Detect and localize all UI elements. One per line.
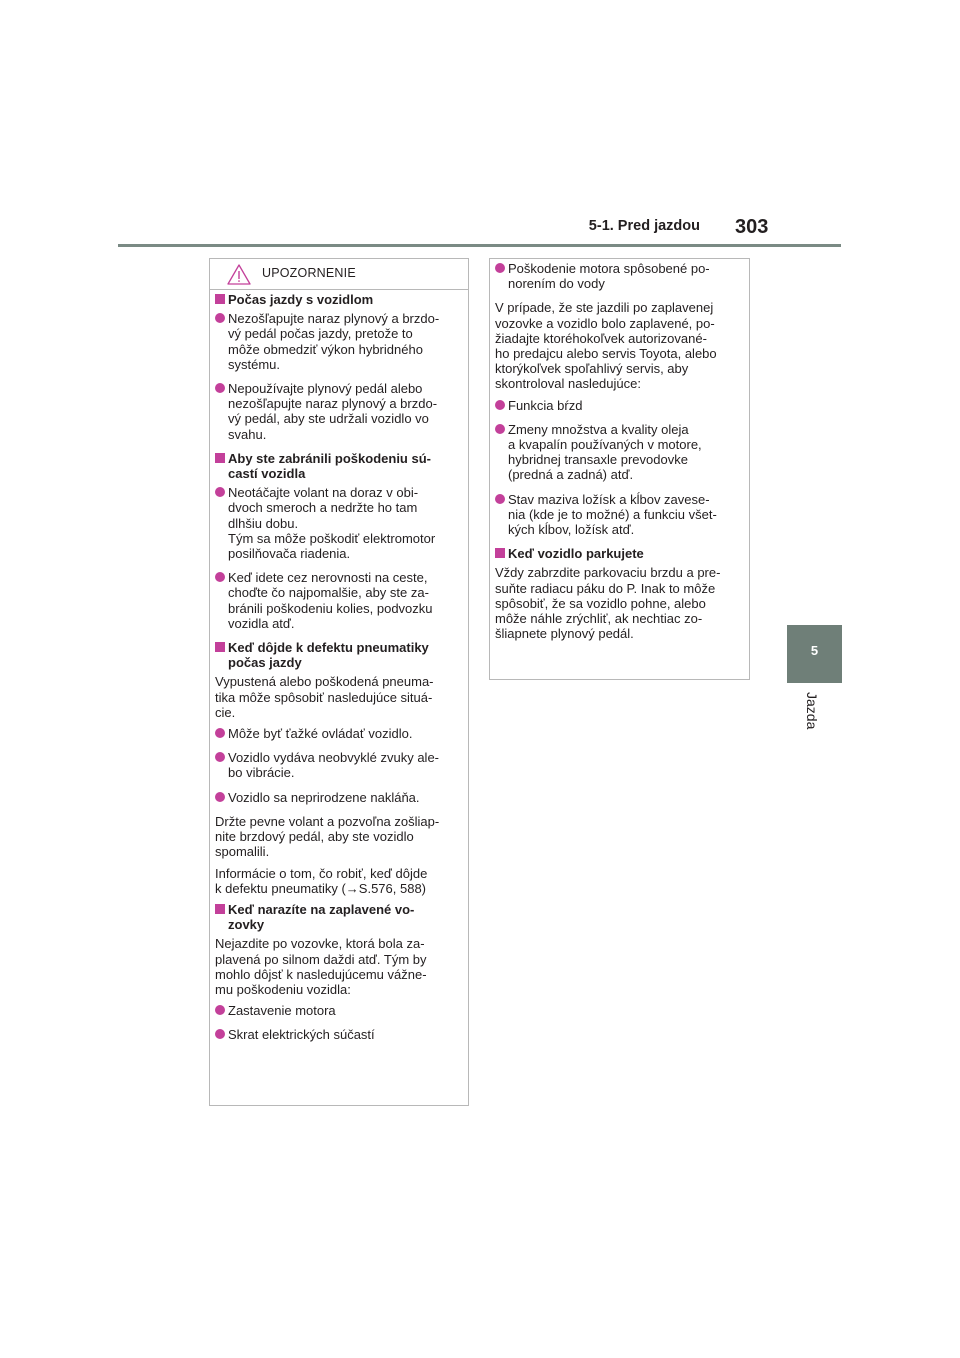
section-heading <box>215 902 465 932</box>
paragraph-text: Informácie o tom, čo robiť, keď dôjde k defektu pneumatiky (→S.576, 588) <box>215 865 428 896</box>
bullet-item <box>215 311 465 372</box>
circle-bullet-icon <box>215 487 225 497</box>
circle-bullet-icon <box>495 400 505 410</box>
circle-bullet-icon <box>495 494 505 504</box>
chapter-tab <box>787 625 842 683</box>
square-bullet-icon <box>215 294 225 304</box>
circle-bullet-icon <box>215 792 225 802</box>
square-bullet-icon <box>215 642 225 652</box>
bullet-text: Nezošľapujte naraz plynový a brzdo- vý pedál počas jazdy, pretože to môže obmedziť výkon hybridného systému. <box>228 311 440 372</box>
warning-triangle-icon <box>227 264 251 285</box>
bullet-text: Vozidlo vydáva neobvyklé zvuky ale- bo vibrácie. <box>228 750 440 781</box>
bullet-item <box>215 726 465 741</box>
section-heading <box>215 292 465 307</box>
bullet-text: Zmeny množstva a kvality oleja a kvapalín používaných v motore, hybridnej transaxle prevodovke (predná a zadná) atď. <box>508 421 702 483</box>
square-bullet-icon <box>495 548 505 558</box>
left-column-content <box>215 292 465 1052</box>
heading-text: Aby ste zabránili poškodeniu sú- castí vozidla <box>228 450 431 482</box>
paragraph <box>495 565 745 641</box>
square-bullet-icon <box>215 453 225 463</box>
heading-text: Keď narazíte na zaplavené vo- zovky <box>228 901 415 933</box>
bullet-item <box>215 790 465 805</box>
paragraph <box>215 866 465 896</box>
section-heading <box>215 640 465 670</box>
heading-text: Počas jazdy s vozidlom <box>228 292 374 307</box>
chapter-number: 5 <box>810 643 819 658</box>
bullet-item <box>495 492 745 538</box>
bullet-item <box>495 261 745 291</box>
bullet-item <box>215 1003 465 1018</box>
paragraph-text: Držte pevne volant a pozvoľna zošliap- nite brzdový pedál, aby ste vozidlo spomalili. <box>215 813 440 860</box>
header-rule <box>118 244 841 247</box>
paragraph-text: Nejazdite po vozovke, ktorá bola za- plavená po silnom daždi atď. Tým by mohlo dôjsť k nasledujúcemu vážne- mu poškodeniu vozidla: <box>215 936 427 997</box>
bullet-item <box>215 1027 465 1042</box>
bullet-item <box>495 422 745 483</box>
paragraph <box>215 814 465 860</box>
bullet-text: Skrat elektrických súčastí <box>228 1027 375 1043</box>
paragraph-text: Vždy zabrzdite parkovaciu brzdu a pre- suňte radiacu páku do P. Inak to môže spôsobiť, že sa vozidlo pohne, alebo môže náhle zrýchliť, ak nechtiac zo- šliapnete plynový pedál. <box>495 565 721 642</box>
section-heading <box>495 546 745 561</box>
bullet-text: Nepoužívajte plynový pedál alebo nezošľapujte naraz plynový a brzdo- vý pedál, aby ste udržali vozidlo vo svahu. <box>228 381 438 442</box>
square-bullet-icon <box>215 904 225 914</box>
circle-bullet-icon <box>215 752 225 762</box>
paragraph <box>215 936 465 997</box>
circle-bullet-icon <box>215 728 225 738</box>
bullet-text: Poškodenie motora spôsobené po- norením do vody <box>508 261 710 292</box>
page-number: 303 <box>735 216 769 238</box>
bullet-item <box>215 750 465 780</box>
warning-box-left <box>209 258 469 1106</box>
circle-bullet-icon <box>215 383 225 393</box>
warning-box-title <box>210 259 468 289</box>
heading-text: Keď dôjde k defektu pneumatiky počas jazdy <box>228 640 429 671</box>
bullet-text: Keď idete cez nerovnosti na ceste, choďte čo najpomalšie, aby ste za- bránili poškodeniu kolies, podvozku vozidla atď. <box>228 570 433 631</box>
bullet-item <box>215 570 465 631</box>
bullet-text: Stav maziva ložísk a kĺbov zavese- nia (kde je to možné) a funkciu všet- kých kĺbov, ložísk atď. <box>508 491 717 538</box>
title-divider <box>210 289 468 290</box>
bullet-text: Vozidlo sa neprirodzene nakláňa. <box>228 789 420 805</box>
circle-bullet-icon <box>215 313 225 323</box>
circle-bullet-icon <box>215 1005 225 1015</box>
circle-bullet-icon <box>495 424 505 434</box>
heading-text: Keď vozidlo parkujete <box>508 546 644 562</box>
bullet-text: Funkcia bŕzd <box>508 397 583 413</box>
paragraph <box>495 300 745 391</box>
section-title: 5-1. Pred jazdou <box>588 218 700 234</box>
warning-label: UPOZORNENIE <box>262 266 356 280</box>
circle-bullet-icon <box>495 263 505 273</box>
right-column-content <box>495 261 745 647</box>
bullet-item <box>495 398 745 413</box>
circle-bullet-icon <box>215 572 225 582</box>
bullet-text: Môže byť ťažké ovládať vozidlo. <box>228 726 413 742</box>
paragraph-text: Vypustená alebo poškodená pneuma- tika môže spôsobiť nasledujúce situá- cie. <box>215 674 434 720</box>
chapter-label: Jazda <box>804 692 820 730</box>
paragraph-text: V prípade, že ste jazdili po zaplavenej vozovke a vozidlo bolo zaplavené, po- žiadajte ktoréhokoľvek autorizované- ho predajcu alebo servis Toyota, alebo ktorýkoľvek spoľahlivý servis, aby skontroloval nasledujúce: <box>495 300 717 392</box>
warning-box-right <box>489 258 750 680</box>
bullet-text: Neotáčajte volant na doraz v obi- dvoch smeroch a nedržte ho tam dlhšiu dobu. Tým sa môže poškodiť elektromotor posilňovača riadenia. <box>228 485 436 562</box>
paragraph <box>215 674 465 720</box>
circle-bullet-icon <box>215 1029 225 1039</box>
section-heading <box>215 451 465 481</box>
bullet-item <box>215 485 465 561</box>
bullet-item <box>215 381 465 442</box>
bullet-text: Zastavenie motora <box>228 1003 336 1019</box>
